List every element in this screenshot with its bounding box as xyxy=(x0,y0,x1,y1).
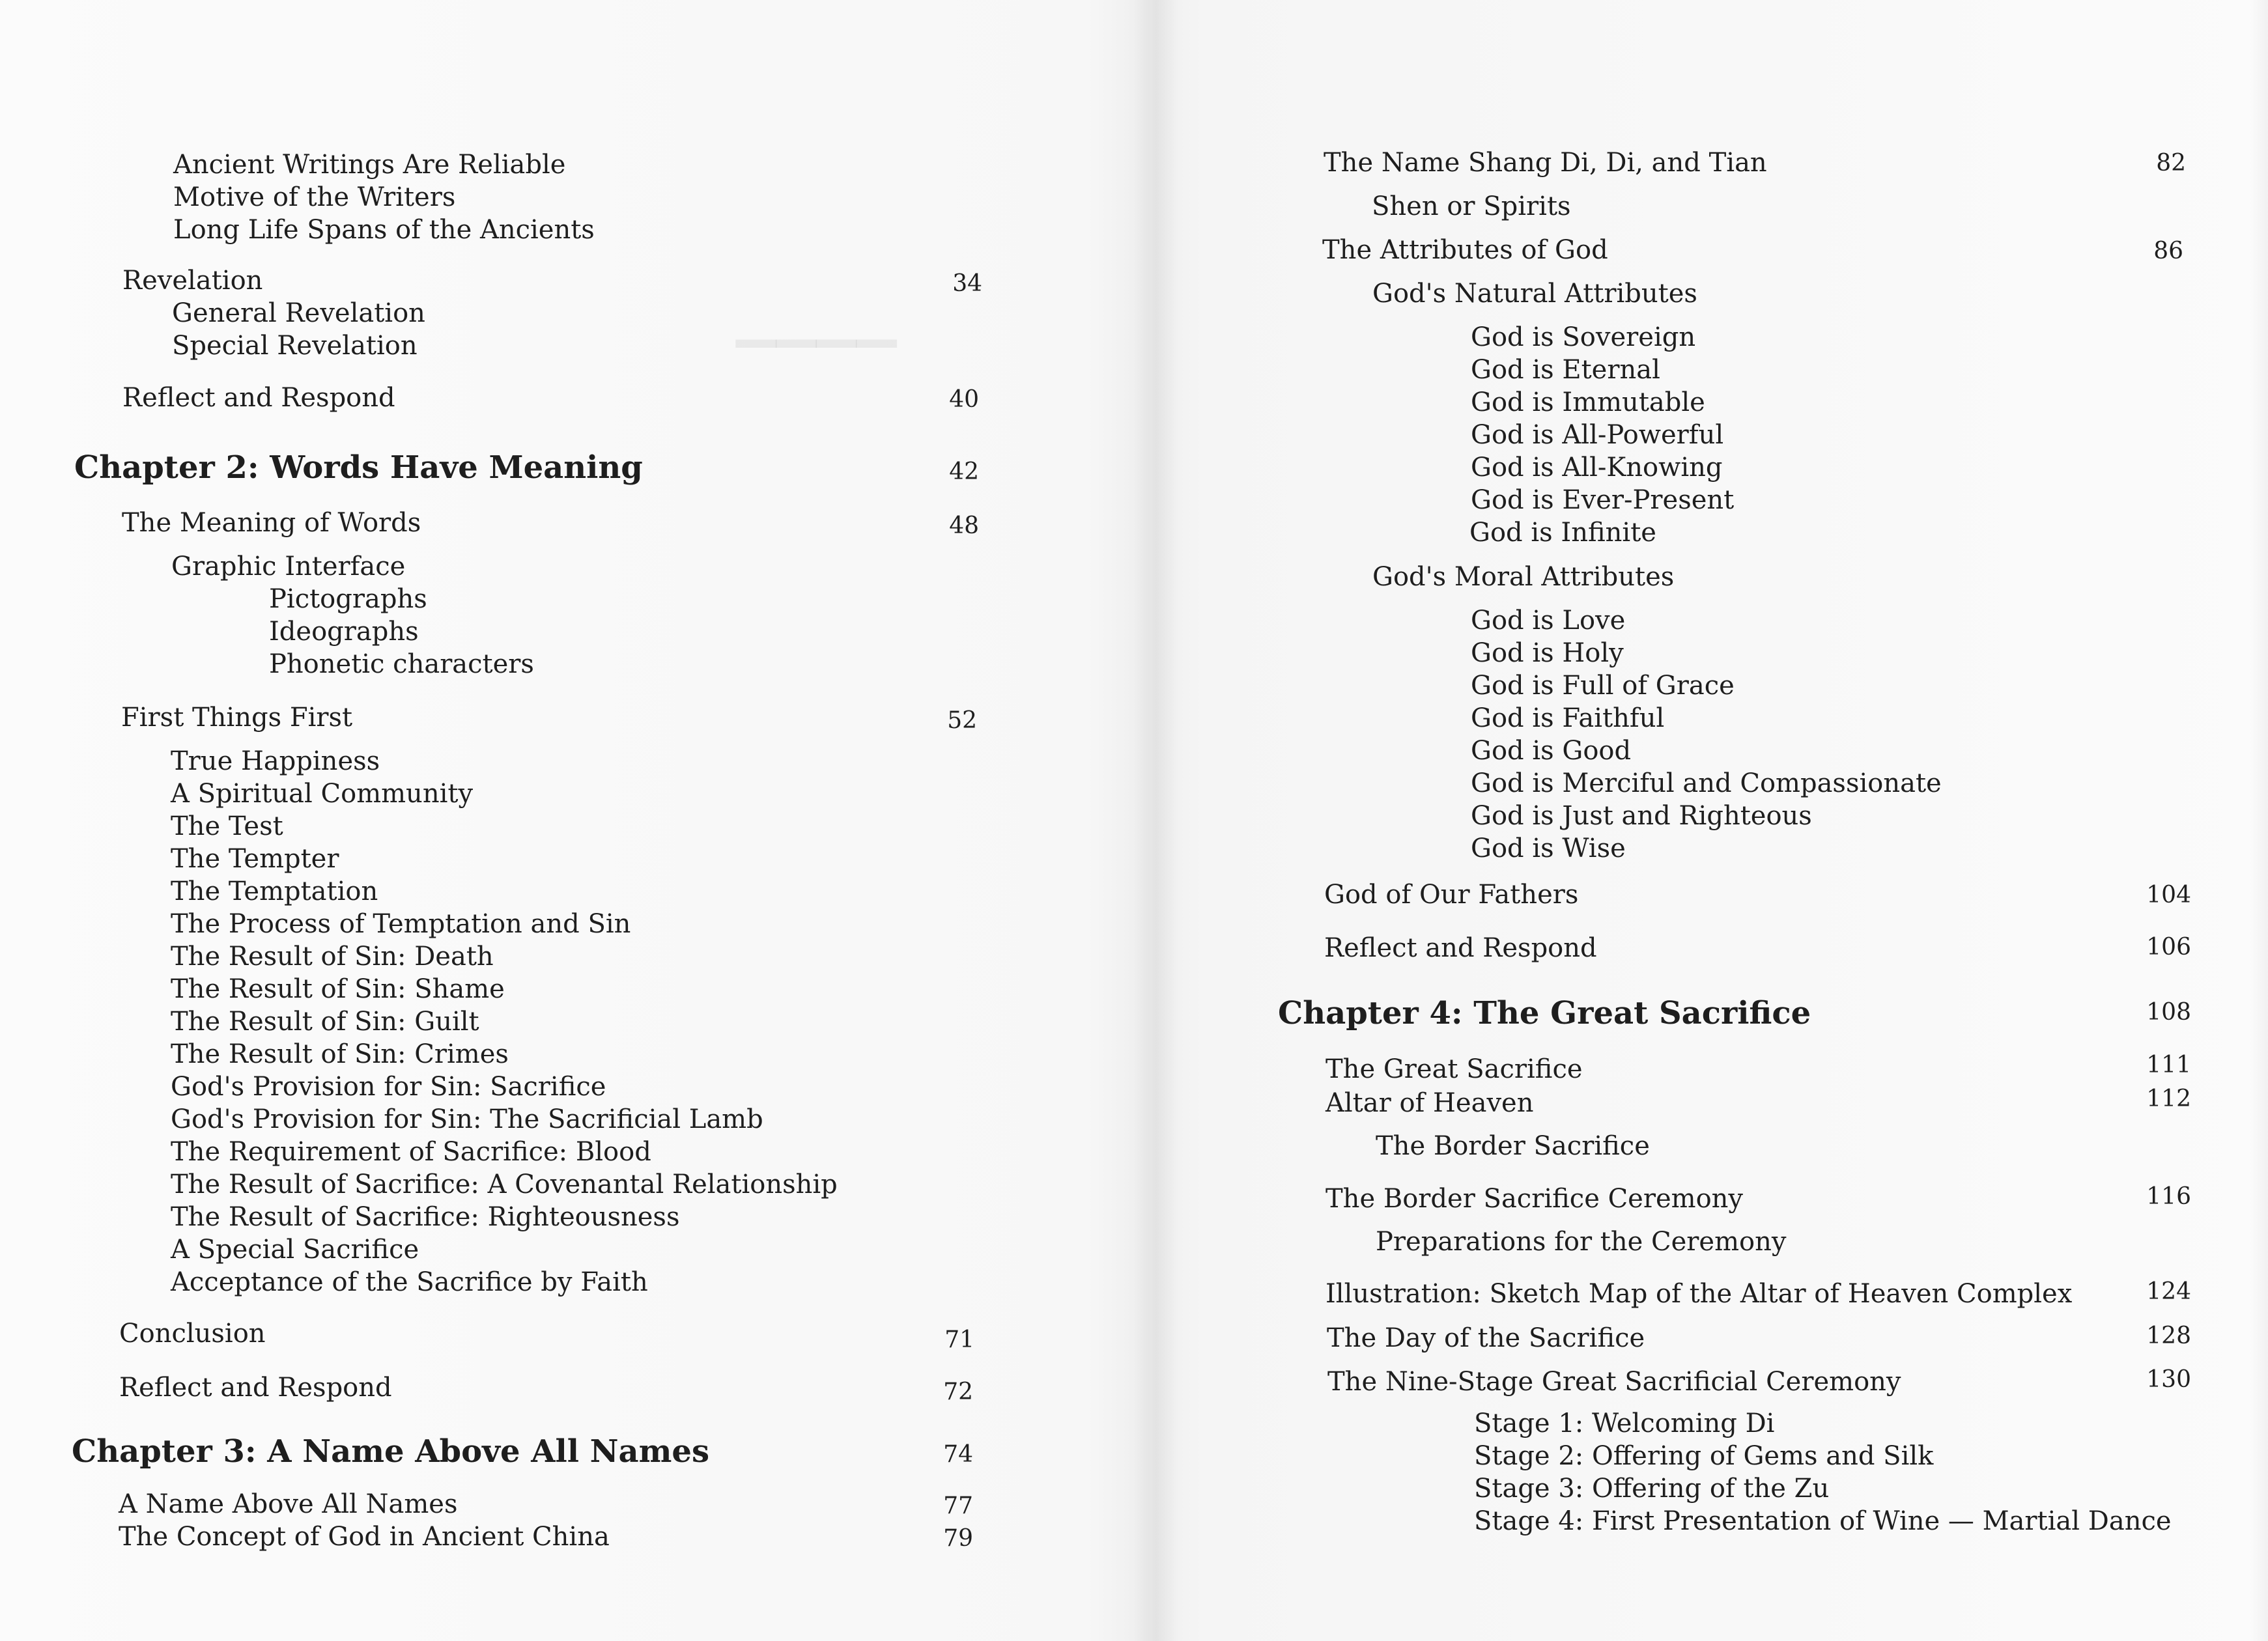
page-number: 71 xyxy=(944,1326,974,1353)
toc-entry-stage-3: Stage 3: Offering of the Zu xyxy=(1474,1474,1830,1504)
toc-entry-conclusion: Conclusion xyxy=(119,1319,266,1349)
toc-entry-graphic-interface: Graphic Interface xyxy=(171,552,406,582)
page-number: 116 xyxy=(2146,1183,2191,1210)
page-number: 112 xyxy=(2146,1086,2191,1112)
toc-entry-first-things: First Things First xyxy=(121,703,353,733)
page-number: 82 xyxy=(2156,150,2186,176)
toc-entry-provision-sacrifice: God's Provision for Sin: Sacrifice xyxy=(171,1072,606,1102)
page-number: 52 xyxy=(947,707,977,734)
chapter-heading-2: Chapter 2: Words Have Meaning xyxy=(74,449,643,486)
page-number: 104 xyxy=(2146,882,2191,908)
toc-entry-attributes-god: The Attributes of God xyxy=(1322,235,1608,265)
toc-entry-concept-god: The Concept of God in Ancient China xyxy=(119,1522,610,1552)
toc-entry-stage-1: Stage 1: Welcoming Di xyxy=(1474,1409,1775,1438)
toc-entry-process-temptation: The Process of Temptation and Sin xyxy=(171,909,631,939)
toc-entry-illustration-map: Illustration: Sketch Map of the Altar of Heaven Complex xyxy=(1325,1279,2073,1309)
chapter-heading-4: Chapter 4: The Great Sacrifice xyxy=(1278,995,1811,1031)
page-number: 48 xyxy=(949,512,979,539)
toc-entry-result-shame: The Result of Sin: Shame xyxy=(171,974,505,1004)
toc-entry-special-revelation: Special Revelation xyxy=(172,331,418,361)
page-number: 108 xyxy=(2146,999,2191,1026)
page-number: 124 xyxy=(2146,1278,2191,1305)
toc-entry-natural-attributes: God's Natural Attributes xyxy=(1372,279,1697,309)
toc-entry-reflect-respond-3: Reflect and Respond xyxy=(1324,933,1597,963)
toc-entry-ancient-writings: Ancient Writings Are Reliable xyxy=(173,150,566,180)
toc-entry-god-ever-present: God is Ever-Present xyxy=(1471,485,1735,515)
toc-entry-god-all-knowing: God is All-Knowing xyxy=(1471,453,1723,483)
toc-entry-general-revelation: General Revelation xyxy=(172,298,425,328)
toc-entry-spiritual-community: A Spiritual Community xyxy=(171,779,474,809)
toc-entry-result-death: The Result of Sin: Death xyxy=(171,942,494,972)
page-number: 86 xyxy=(2153,238,2183,264)
show-through-shadow: ▁▁▁▁ xyxy=(736,287,897,347)
toc-entry-stage-2: Stage 2: Offering of Gems and Silk xyxy=(1474,1441,1934,1471)
toc-entry-day-sacrifice: The Day of the Sacrifice xyxy=(1327,1323,1645,1353)
toc-entry-preparations: Preparations for the Ceremony xyxy=(1376,1227,1787,1257)
toc-entry-great-sacrifice: The Great Sacrifice xyxy=(1325,1054,1583,1084)
toc-entry-god-sovereign: God is Sovereign xyxy=(1471,322,1696,352)
toc-entry-true-happiness: True Happiness xyxy=(171,746,380,776)
page-number: 130 xyxy=(2146,1366,2191,1393)
page-number: 40 xyxy=(949,386,979,413)
toc-entry-result-guilt: The Result of Sin: Guilt xyxy=(171,1007,479,1037)
page-number: 111 xyxy=(2146,1052,2191,1078)
toc-entry-righteousness: The Result of Sacrifice: Righteousness xyxy=(171,1202,680,1232)
toc-entry-pictographs: Pictographs xyxy=(269,584,427,614)
toc-entry-shen-spirits: Shen or Spirits xyxy=(1372,191,1571,221)
toc-entry-nine-stage: The Nine-Stage Great Sacrificial Ceremony xyxy=(1327,1367,1901,1397)
page-number: 74 xyxy=(943,1441,973,1468)
toc-entry-god-love: God is Love xyxy=(1471,606,1626,636)
toc-entry-motive-writers: Motive of the Writers xyxy=(173,182,456,212)
toc-entry-god-just: God is Just and Righteous xyxy=(1471,801,1812,831)
toc-entry-the-test: The Test xyxy=(171,811,283,841)
toc-entry-god-full-grace: God is Full of Grace xyxy=(1471,671,1735,701)
toc-entry-phonetic: Phonetic characters xyxy=(269,649,534,679)
page-number: 106 xyxy=(2146,934,2191,961)
page-edge-shadow xyxy=(2250,0,2268,1641)
toc-entry-border-sacrifice: The Border Sacrifice xyxy=(1376,1131,1650,1161)
page-number: 79 xyxy=(943,1525,973,1552)
toc-entry-provision-lamb: God's Provision for Sin: The Sacrificial Lamb xyxy=(171,1104,763,1134)
page-number: 72 xyxy=(943,1379,973,1405)
toc-entry-border-ceremony: The Border Sacrifice Ceremony xyxy=(1325,1184,1744,1214)
toc-entry-god-immutable: God is Immutable xyxy=(1471,387,1705,417)
toc-entry-stage-4: Stage 4: First Presentation of Wine — Martial Dance xyxy=(1474,1506,2172,1536)
toc-entry-the-tempter: The Tempter xyxy=(171,844,339,874)
toc-entry-god-infinite: God is Infinite xyxy=(1469,518,1656,548)
toc-entry-god-faithful: God is Faithful xyxy=(1471,703,1665,733)
page-number: 34 xyxy=(952,270,982,297)
toc-entry-reflect-respond-2: Reflect and Respond xyxy=(119,1373,392,1403)
toc-entry-meaning-words: The Meaning of Words xyxy=(122,508,421,538)
toc-entry-long-life: Long Life Spans of the Ancients xyxy=(173,215,595,245)
toc-entry-result-crimes: The Result of Sin: Crimes xyxy=(171,1039,509,1069)
toc-entry-moral-attributes: God's Moral Attributes xyxy=(1372,562,1675,592)
toc-entry-altar-heaven: Altar of Heaven xyxy=(1325,1088,1534,1118)
chapter-heading-3: Chapter 3: A Name Above All Names xyxy=(72,1433,709,1470)
page-number: 42 xyxy=(949,458,979,485)
toc-entry-requirement-blood: The Requirement of Sacrifice: Blood xyxy=(171,1137,651,1167)
toc-entry-revelation: Revelation xyxy=(122,266,263,296)
toc-entry-god-eternal: God is Eternal xyxy=(1471,355,1660,385)
toc-entry-the-temptation: The Temptation xyxy=(171,877,378,906)
page-number: 77 xyxy=(943,1493,973,1519)
toc-entry-covenantal: The Result of Sacrifice: A Covenantal Relationship xyxy=(171,1170,838,1199)
toc-entry-reflect-respond: Reflect and Respond xyxy=(122,383,395,413)
toc-entry-god-fathers: God of Our Fathers xyxy=(1324,880,1579,910)
toc-entry-god-all-powerful: God is All-Powerful xyxy=(1471,420,1724,450)
book-gutter xyxy=(1133,0,1179,1641)
toc-entry-god-merciful: God is Merciful and Compassionate xyxy=(1471,768,1942,798)
toc-entry-acceptance-faith: Acceptance of the Sacrifice by Faith xyxy=(171,1267,648,1297)
toc-entry-special-sacrifice: A Special Sacrifice xyxy=(171,1235,419,1265)
toc-entry-god-wise: God is Wise xyxy=(1471,834,1626,863)
toc-entry-name-shang-di: The Name Shang Di, Di, and Tian xyxy=(1324,148,1767,178)
page-number: 128 xyxy=(2146,1323,2191,1349)
toc-entry-god-holy: God is Holy xyxy=(1471,638,1624,668)
toc-entry-ideographs: Ideographs xyxy=(269,617,419,647)
toc-entry-name-above: A Name Above All Names xyxy=(119,1489,458,1519)
toc-entry-god-good: God is Good xyxy=(1471,736,1632,766)
